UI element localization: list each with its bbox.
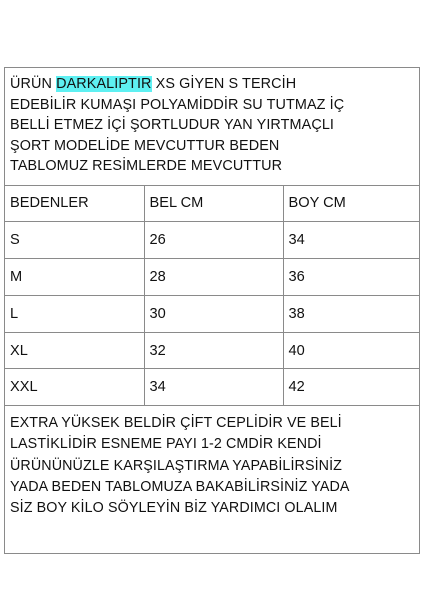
size-cell: L [5, 295, 144, 332]
product-description [5, 68, 419, 186]
table-row [5, 259, 419, 296]
size-cell: XXL [5, 369, 144, 406]
waist-cell: 32 [144, 332, 283, 369]
description-text: XS GİYEN S TERCİH [151, 76, 297, 92]
size-cell: S [5, 222, 144, 259]
size-cell: XL [5, 332, 144, 369]
description-line: ŞORT MODELİDE MEVCUTTUR BEDEN [10, 137, 280, 154]
notes-line: LASTİKLİDİR ESNEME PAYI 1-2 CMDİR KENDİ [10, 436, 322, 453]
size-table [5, 185, 419, 406]
header-length: BOY CM [283, 185, 419, 222]
description-text: ÜRÜN [10, 76, 57, 92]
notes-line: SİZ BOY KİLO SÖYLEYİN BİZ YARDIMCI OLALIM [10, 500, 338, 517]
notes-line: ÜRÜNÜNÜZLE KARŞILAŞTIRMA YAPABİLİRSİNİZ [10, 457, 343, 474]
highlighted-word: DARKALIPTIR [56, 76, 152, 92]
description-line: TABLOMUZ RESİMLERDE MEVCUTTUR [10, 158, 283, 174]
waist-cell: 26 [144, 222, 283, 259]
table-row [5, 332, 419, 369]
waist-cell: 34 [144, 369, 283, 406]
length-cell: 34 [283, 222, 419, 259]
length-cell: 40 [283, 332, 419, 369]
length-cell: 38 [283, 295, 419, 332]
description-line: EDEBİLİR KUMAŞI POLYAMİDDİR SU TUTMAZ İÇ [10, 96, 345, 113]
table-row [5, 369, 419, 406]
waist-cell: 28 [144, 259, 283, 296]
size-cell: M [5, 259, 144, 296]
header-waist: BEL CM [144, 185, 283, 222]
table-row [5, 222, 419, 259]
header-size: BEDENLER [5, 185, 144, 222]
waist-cell: 30 [144, 295, 283, 332]
size-info-sheet [4, 67, 420, 554]
table-header-row [5, 185, 419, 222]
table-row [5, 295, 419, 332]
notes-line: EXTRA YÜKSEK BELDİR ÇİFT CEPLİDİR VE BELİ [10, 415, 342, 431]
notes-line: YADA BEDEN TABLOMUZA BAKABİLİRSİNİZ YADA [10, 478, 350, 495]
fit-notes [5, 407, 419, 519]
length-cell: 36 [283, 259, 419, 296]
length-cell: 42 [283, 369, 419, 406]
description-line: BELLİ ETMEZ İÇİ ŞORTLUDUR YAN YIRTMAÇLI [10, 117, 335, 133]
description-line [10, 74, 415, 95]
